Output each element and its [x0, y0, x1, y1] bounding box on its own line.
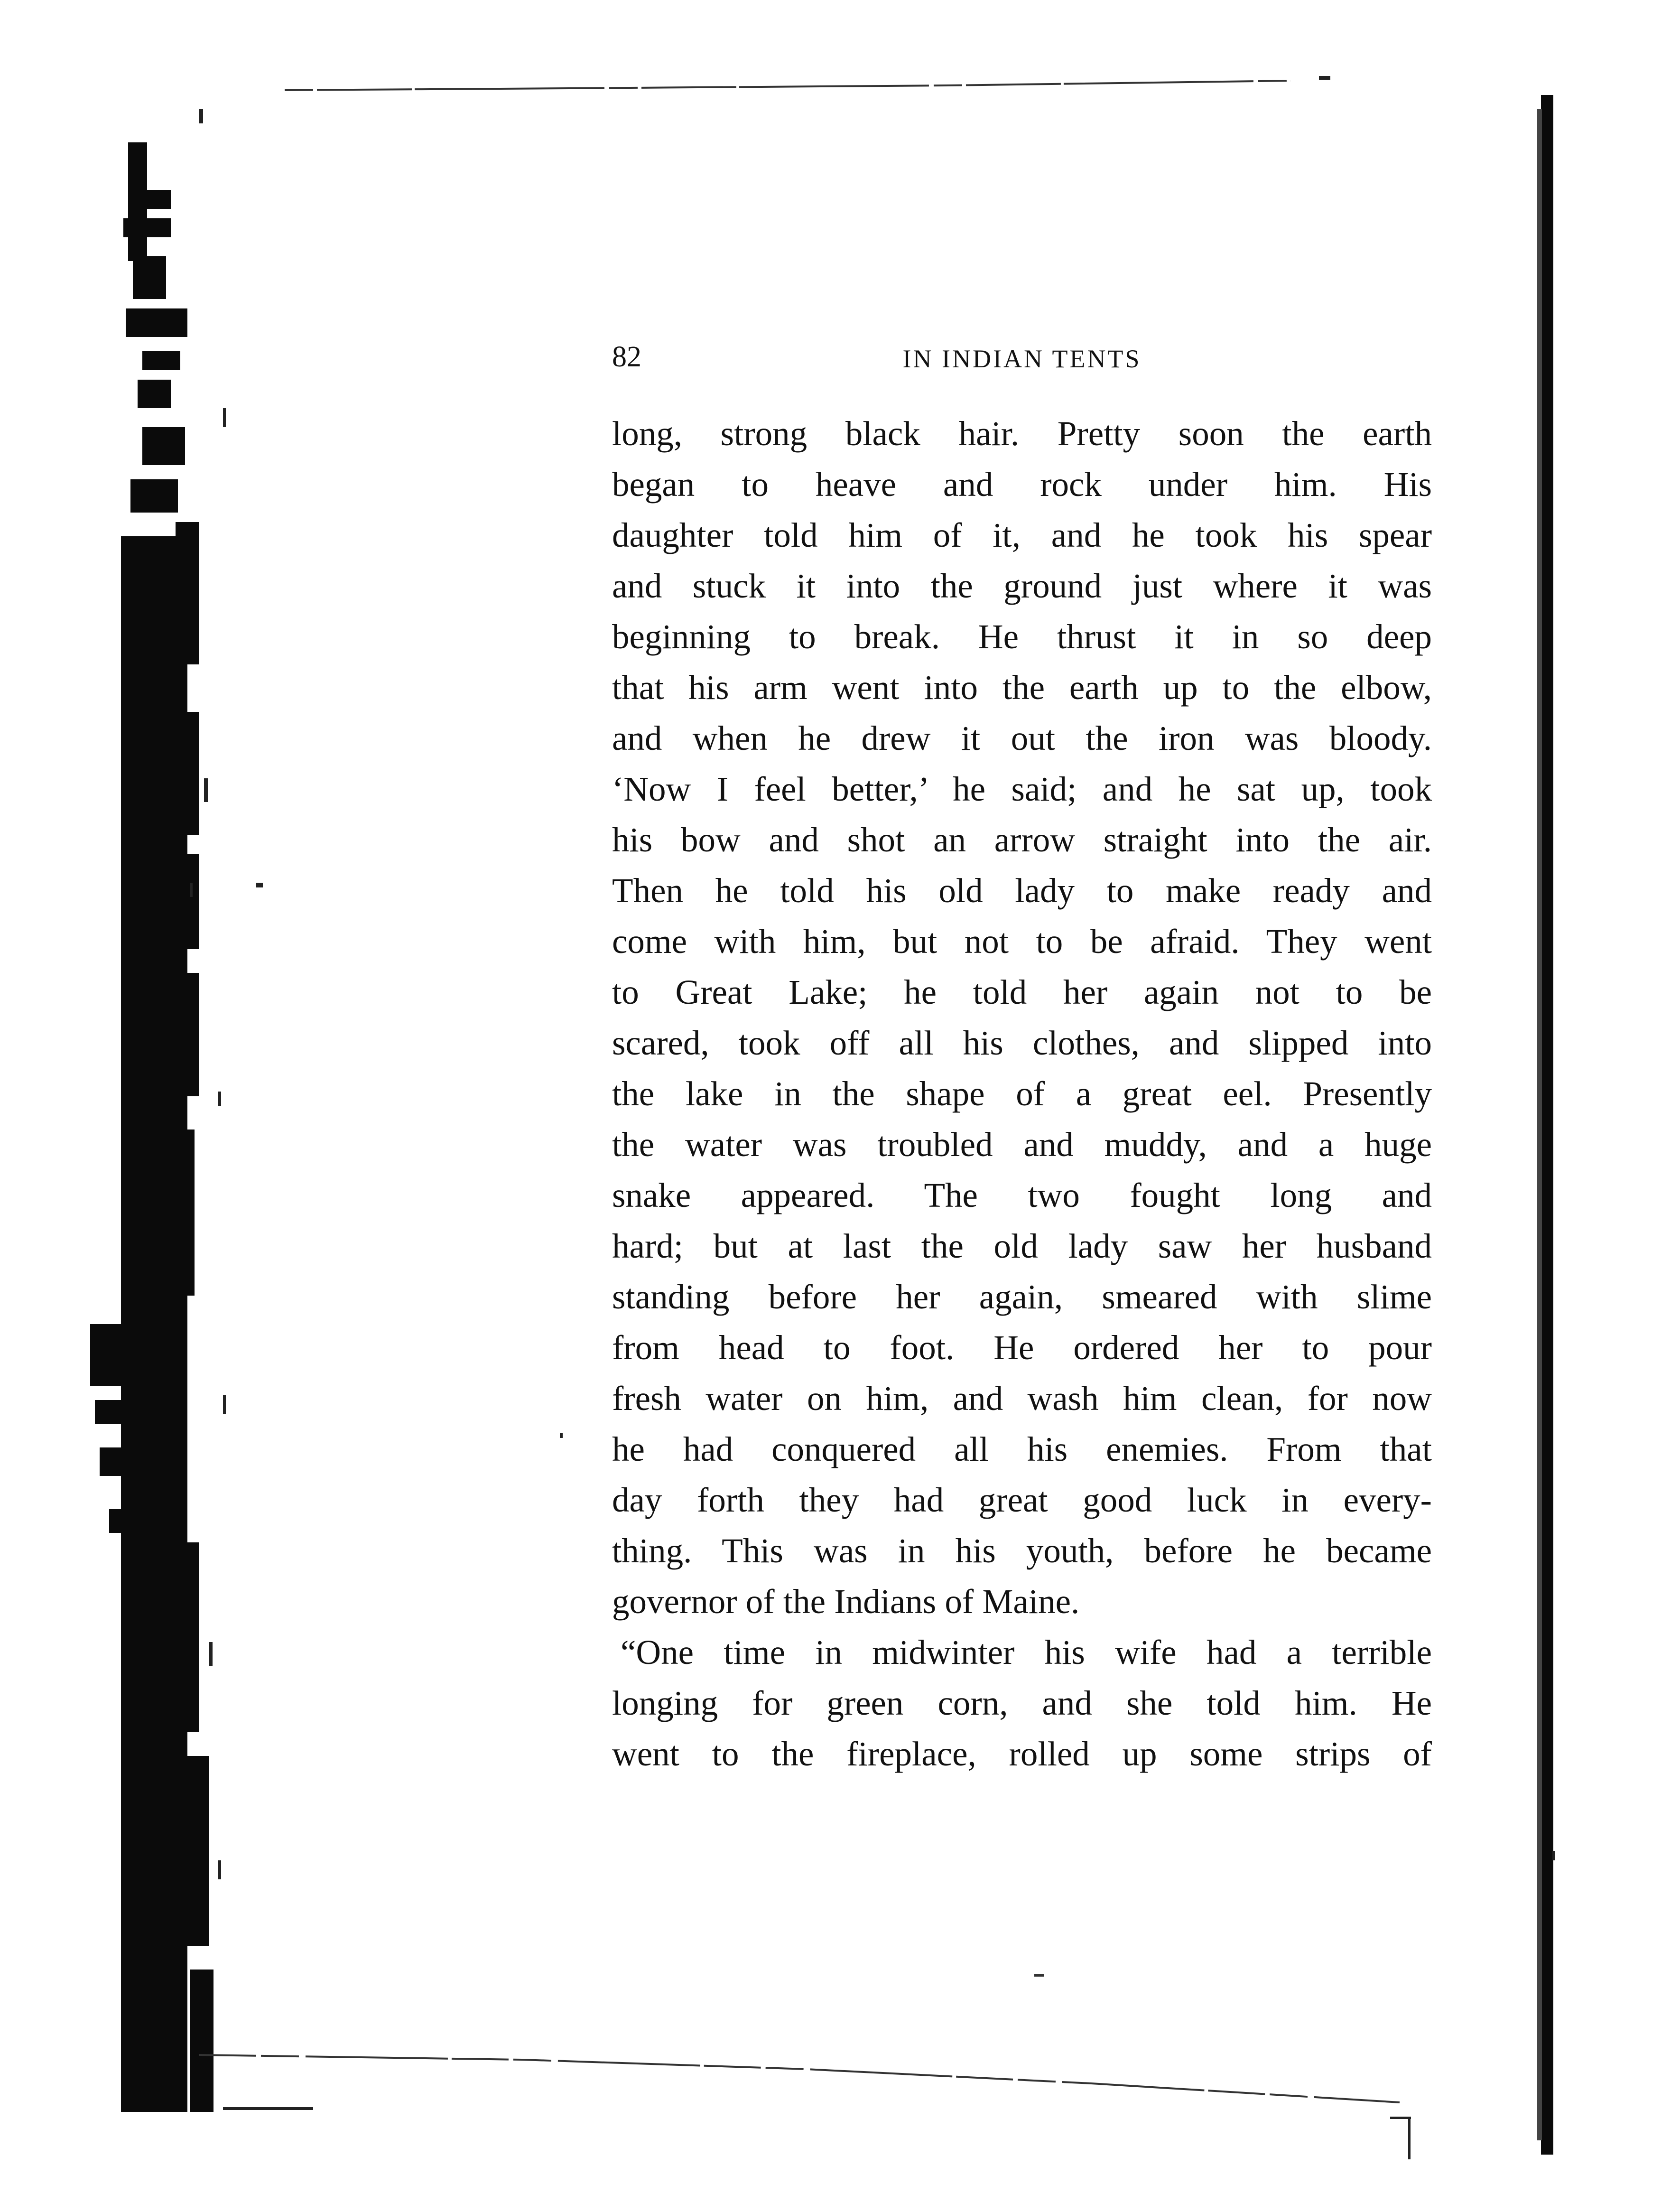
text-line: the lake in the shape of a great eel. Presently: [612, 1074, 1432, 1113]
text-line-paragraph-start: “One time in midwinter his wife had a terrible: [621, 1633, 1432, 1671]
body-text: [612, 408, 1432, 1779]
text-line: he had conquered all his enemies. From that: [612, 1430, 1432, 1468]
text-line: daughter told him of it, and he took his spear: [612, 516, 1432, 554]
left-gutter-specks: [190, 109, 563, 1879]
text-line: and stuck it into the ground just where it was: [612, 567, 1432, 605]
text-line: scared, took off all his clothes, and slipped into: [612, 1024, 1432, 1062]
text-line: beginning to break. He thrust it in so deep: [612, 617, 1432, 656]
right-binding-edge: [1541, 95, 1553, 2155]
text-line-paragraph-end: governor of the Indians of Maine.: [612, 1582, 1080, 1621]
top-edge-line: [285, 81, 1290, 90]
text-line: snake appeared. The two fought long and: [612, 1176, 1432, 1214]
text-line: the water was troubled and muddy, and a huge: [612, 1125, 1432, 1164]
text-line: day forth they had great good luck in every-: [612, 1481, 1432, 1519]
right-speck: [1552, 1851, 1555, 1860]
left-gutter-noise: [90, 142, 213, 2112]
text-line: come with him, but not to be afraid. They went: [612, 922, 1432, 961]
text-line: began to heave and rock under him. His: [612, 465, 1432, 504]
page-number: 82: [612, 341, 641, 373]
text-line: fresh water on him, and wash him clean, for now: [612, 1379, 1432, 1418]
text-line: Then he told his old lady to make ready and: [612, 871, 1432, 910]
bottom-right-tick-h: [1390, 2117, 1411, 2119]
text-line: his bow and shot an arrow straight into the air.: [612, 821, 1432, 859]
text-line: long, strong black hair. Pretty soon the earth: [612, 414, 1432, 453]
bottom-left-dash: [223, 2107, 313, 2110]
bottom-right-tick-v: [1408, 2117, 1411, 2159]
text-line: hard; but at last the old lady saw her husband: [612, 1227, 1432, 1265]
text-line: from head to foot. He ordered her to pour: [612, 1328, 1432, 1367]
text-line: longing for green corn, and she told him. He: [612, 1684, 1432, 1722]
text-line: that his arm went into the earth up to the elbow,: [612, 668, 1432, 707]
running-head: IN INDIAN TENTS: [902, 345, 1142, 373]
text-line: ‘Now I feel better,’ he said; and he sat up, took: [612, 770, 1432, 808]
right-binding-edge-shadow: [1537, 109, 1542, 2140]
text-line: standing before her again, smeared with slime: [612, 1278, 1432, 1316]
text-line: went to the fireplace, rolled up some strips of: [612, 1735, 1432, 1773]
page-header: [612, 338, 1432, 376]
text-line: to Great Lake; he told her again not to be: [612, 973, 1432, 1011]
small-dash: [1034, 1974, 1044, 1977]
text-line: and when he drew it out the iron was bloody.: [612, 719, 1432, 757]
text-line: thing. This was in his youth, before he became: [612, 1531, 1432, 1570]
top-edge-mark: [1319, 76, 1330, 80]
bottom-edge-line: [199, 2055, 1400, 2102]
